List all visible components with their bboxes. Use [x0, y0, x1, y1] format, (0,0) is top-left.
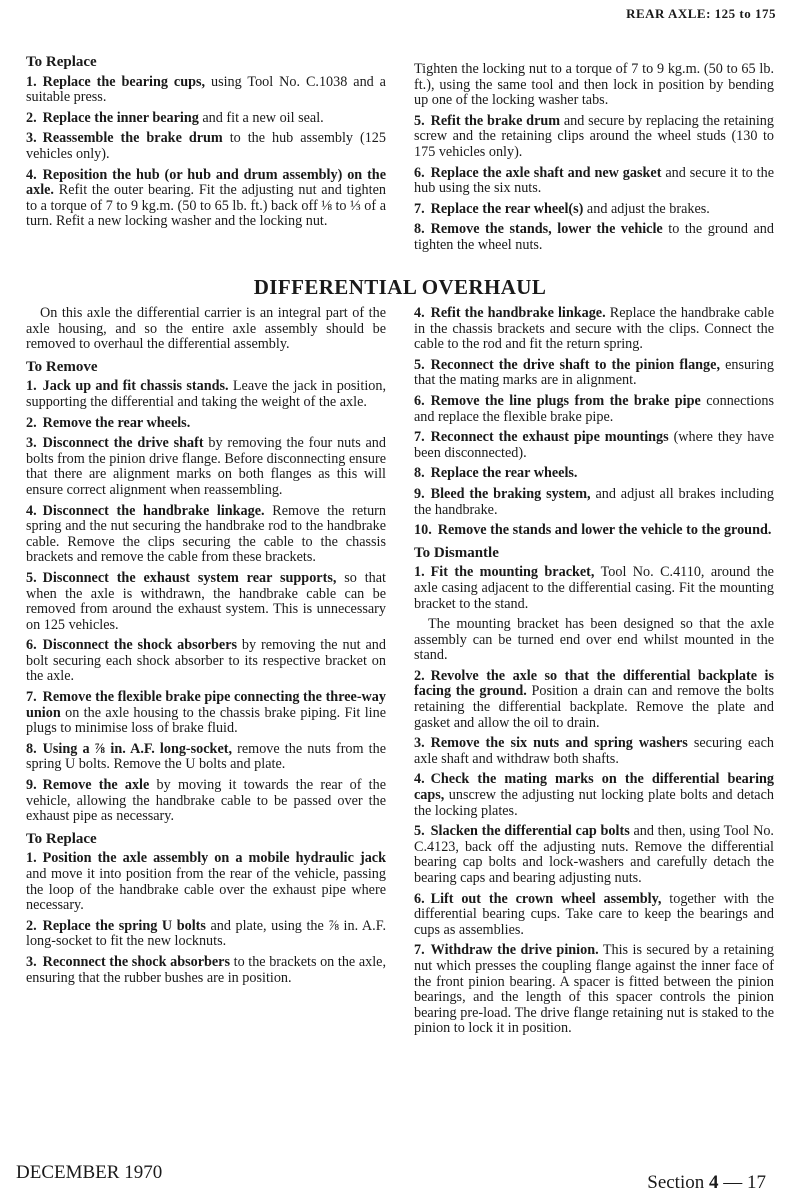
step-lead: Slacken the differential cap bolts: [430, 823, 630, 840]
hub-replace-steps-right: [414, 114, 774, 254]
step-body: connections and replace the flexible brake pipe.: [414, 392, 774, 425]
step-body: to the brackets on the axle, ensuring that the rubber bushes are in position.: [26, 953, 386, 986]
step-body: (where they have been disconnected).: [414, 429, 774, 461]
step-lead: Replace the rear wheel(s): [430, 200, 584, 217]
step-lead: Remove the axle: [42, 777, 150, 794]
intro-paragraph: On this axle the differential carrier is an integral part of the axle housing, and so the entire axle assembly should be removed to overhaul the differential assembly.: [26, 305, 386, 353]
step-number: 2.: [26, 109, 37, 126]
step-body: and fit a new oil seal.: [198, 109, 324, 126]
step-lead: Using a ⅞ in. A.F. long-socket,: [42, 740, 233, 757]
step-number: 1.: [414, 564, 425, 581]
step-item: [414, 430, 774, 461]
step-item: [26, 436, 386, 498]
step-lead: Remove the rear wheels.: [42, 414, 191, 431]
subheading-to-replace: To Replace: [26, 54, 97, 70]
step-lead: Remove the flexible brake pipe connecting the three-way union: [26, 689, 386, 721]
step-lead: Position the axle assembly on a mobile hydraulic jack: [42, 850, 386, 867]
step-number: 6.: [414, 164, 425, 181]
step-item: [26, 919, 386, 950]
step-lead: Disconnect the exhaust system rear supports,: [42, 569, 337, 586]
step-lead: Lift out the crown wheel assembly,: [430, 890, 662, 907]
step-body: to the ground and tighten the wheel nuts.: [414, 221, 774, 253]
step-lead: Revolve the axle so that the differential backplate is facing the ground.: [414, 667, 774, 700]
step-continuation: Tighten the locking nut to a torque of 7 to 9 kg.m. (50 to 65 lb. ft.), using the same tool and then lock in position by bending up one of the locking washer tabs.: [414, 61, 774, 109]
step-item: [414, 487, 774, 518]
step-number: 7.: [414, 429, 425, 446]
replace-steps-left: [26, 851, 386, 986]
step-number: 7.: [414, 200, 425, 217]
step-body: by moving it towards the rear of the vehicle, allowing the handbrake cable to be passed over the exhaust pipe as necessary.: [26, 777, 387, 825]
step-item: [26, 690, 386, 737]
step-item: [414, 466, 774, 482]
step-item: [26, 131, 386, 162]
step-lead: Refit the brake drum: [430, 112, 561, 129]
step-body: and plate, using the ⅞ in. A.F. long-socket to fit the new locknuts.: [26, 917, 386, 950]
step-number: 6.: [414, 392, 425, 409]
step-body: Replace the handbrake cable in the chassis brackets and secure with the clips. Connect the cable to the rod and fit the return spring.: [414, 305, 774, 353]
step-number: 5.: [414, 112, 425, 129]
step-body: so that when the axle is withdrawn, the handbrake cable can be removed from around the exhaust system. This is unnecessary on 125 vehicles.: [26, 569, 386, 633]
step-item: [414, 306, 774, 353]
page-separator: —: [723, 1172, 743, 1193]
step-body: and secure by replacing the retaining screw and the retaining clips around the wheel studs (130 to 175 vehicles only).: [414, 112, 774, 160]
step-lead: Disconnect the drive shaft: [42, 435, 204, 452]
replace-steps-right: [414, 306, 774, 539]
step-lead: Fit the mounting bracket,: [430, 564, 595, 581]
step-body: and adjust the brakes.: [583, 200, 710, 217]
step-number: 4.: [26, 502, 37, 519]
step-lead: Remove the stands and lower the vehicle to the ground.: [437, 522, 772, 539]
step-item: [26, 416, 386, 432]
step-item: [414, 394, 774, 425]
step-number: 3.: [26, 130, 37, 147]
dismantle-step-1: [414, 565, 774, 612]
step-item: [26, 638, 386, 685]
step-number: 5.: [26, 569, 37, 586]
step-number: 3.: [26, 953, 37, 970]
step-lead: Check the mating marks on the differential bearing caps,: [414, 771, 774, 804]
step-lead: Replace the spring U bolts: [42, 917, 206, 934]
step-lead: Reconnect the drive shaft to the pinion flange,: [430, 356, 720, 373]
step-number: 3.: [414, 735, 425, 752]
running-head: REAR AXLE: 125 to 175: [626, 6, 776, 21]
step-number: 7.: [26, 689, 37, 706]
mounting-bracket-note: The mounting bracket has been designed so that the axle assembly can be turned end over end whilst mounted in the stand.: [414, 616, 774, 664]
step-number: 2.: [26, 414, 37, 431]
step-item: [414, 824, 774, 886]
step-body: This is secured by a retaining nut which presses the coupling flange against the inner face of the front pinion bearing. A spacer is fitted between the pinion bearings, and the length of this spacer controls the pinion bearing pre-load. The drive flange retaining nut is staked to the pinion to lock it in position.: [414, 942, 774, 1037]
step-number: 8.: [414, 465, 425, 482]
step-number: 9.: [414, 485, 425, 502]
step-number: 4.: [414, 771, 425, 788]
step-body: by removing the nut and bolt securing each shock absorber to its respective bracket on the axle.: [26, 637, 386, 685]
subheading-to-dismantle: To Dismantle: [414, 544, 499, 561]
step-item: [26, 168, 386, 230]
footer-date: DECEMBER 1970: [16, 1162, 163, 1183]
step-lead: Reposition the hub (or hub and drum assembly) on the axle.: [26, 166, 386, 199]
step-lead: Reconnect the exhaust pipe mountings: [430, 429, 669, 446]
step-item: [414, 114, 774, 161]
step-body: unscrew the adjusting nut locking plate bolts and detach the locking plates.: [414, 787, 774, 819]
step-body: Refit the outer bearing. Fit the adjusting nut and tighten to a torque of 7 to 9 kg.m. (50 to 65 lb. ft.) back off ⅛ to ⅓ of a turn. Refit a new locking washer and the locking nut.: [26, 182, 386, 230]
step-body: and adjust all brakes including the handbrake.: [414, 485, 774, 518]
page-number: 17: [747, 1172, 766, 1193]
step-item: [414, 166, 774, 197]
step-body: and move it into position from the rear of the vehicle, passing the loop of the handbrake cable over the exhaust pipe where necessary.: [26, 866, 386, 914]
step-body: remove the nuts from the spring U bolts. Remove the U bolts and plate.: [26, 740, 387, 773]
step-number: 1.: [26, 850, 37, 867]
step-item: [414, 943, 774, 1037]
step-body: using Tool No. C.1038 and a suitable press.: [26, 73, 386, 106]
step-item: [26, 955, 386, 986]
step-body: and secure it to the hub using the six nuts.: [414, 164, 774, 197]
step-item: [26, 75, 386, 106]
differential-column-right: [414, 306, 774, 1042]
hub-replace-column-right: [414, 62, 774, 259]
step-number: 4.: [414, 305, 425, 321]
step-item: [26, 742, 386, 773]
hub-replace-column-left: [26, 48, 386, 235]
step-number: 8.: [414, 221, 425, 238]
step-number: 2.: [414, 667, 425, 684]
step-item: [26, 571, 386, 633]
step-item: [26, 851, 386, 913]
step-number: 6.: [414, 890, 425, 907]
step-body: and then, using Tool No. C.4123, back off the adjusting nuts. Remove the differential bearing cap bolts and lock-washers and carefully detach the bearing caps and bearing adjusting nuts.: [414, 823, 774, 886]
step-item: [414, 523, 774, 539]
step-lead: Reassemble the brake drum: [42, 130, 223, 147]
step-lead: Replace the axle shaft and new gasket: [430, 164, 662, 181]
step-item: [26, 778, 386, 825]
step-body: by removing the four nuts and bolts from the pinion drive flange. Before disconnecting ensure that there are alignment marks on both flanges as this will ensure correct alignment when reassembling.: [26, 435, 386, 498]
step-number: 10.: [414, 522, 432, 539]
step-lead: Bleed the braking system,: [430, 485, 591, 502]
step-lead: Replace the rear wheels.: [430, 465, 578, 482]
step-lead: Remove the stands, lower the vehicle: [430, 221, 663, 238]
step-item: [414, 669, 774, 731]
step-number: 4.: [26, 166, 37, 183]
step-item: [414, 222, 774, 253]
step-body: ensuring that the mating marks are in alignment.: [414, 356, 774, 389]
section-label: Section: [647, 1172, 705, 1193]
step-lead: Disconnect the shock absorbers: [42, 637, 238, 654]
step-number: 5.: [414, 356, 425, 373]
step-body: securing each axle shaft and withdraw both shafts.: [414, 735, 774, 767]
step-number: 6.: [26, 637, 37, 654]
step-lead: Disconnect the handbrake linkage.: [42, 502, 265, 519]
step-lead: Withdraw the drive pinion.: [430, 942, 599, 959]
section-title: DIFFERENTIAL OVERHAUL: [253, 275, 547, 299]
subheading-to-replace-axle: To Replace: [26, 830, 97, 847]
step-item: [414, 892, 774, 939]
step-lead: Reconnect the shock absorbers: [42, 953, 231, 970]
step-body: Position a drain can and remove the bolts retaining the differential backplate. Remove the plate and gasket and allow the oil to drain.: [414, 683, 774, 731]
step-lead: Remove the line plugs from the brake pipe: [430, 392, 701, 409]
step-body: Remove the return spring and the nut securing the handbrake rod to the handbrake cable. Remove the clips securing the cable to the chassis brackets and remove the cable from these brackets.: [26, 502, 386, 566]
step-item: [26, 504, 386, 566]
section-number: 4: [709, 1172, 719, 1193]
step-lead: Jack up and fit chassis stands.: [42, 378, 229, 395]
step-item: [26, 379, 386, 410]
step-number: 3.: [26, 435, 37, 452]
step-number: 7.: [414, 942, 425, 959]
step-body: on the axle housing to the chassis brake piping. Fit line plugs to minimise loss of brake fluid.: [26, 704, 386, 737]
step-body: Leave the jack in position, supporting the differential and taking the weight of the axle.: [26, 378, 386, 410]
step-number: 9.: [26, 777, 37, 794]
step-lead: Remove the six nuts and spring washers: [430, 735, 688, 752]
step-item: [414, 736, 774, 767]
footer-page-ref: [647, 1172, 766, 1194]
hub-replace-steps: [26, 75, 386, 230]
step-body: together with the differential bearing cups. Take care to keep the bearings and cups as assemblies.: [414, 890, 775, 938]
step-body: to the hub assembly (125 vehicles only).: [26, 130, 386, 162]
step-lead: Refit the handbrake linkage.: [430, 305, 606, 321]
dismantle-steps: [414, 669, 774, 1037]
step-body: Tool No. C.4110, around the axle casing adjacent to the differential casing. Fit the mounting bracket to the stand.: [414, 564, 774, 612]
step-number: 1.: [26, 73, 37, 90]
remove-steps: [26, 379, 386, 824]
step-lead: Replace the inner bearing: [42, 109, 199, 126]
step-number: 2.: [26, 917, 37, 934]
step-item: [414, 358, 774, 389]
step-item: [414, 772, 774, 819]
step-number: 5.: [414, 823, 425, 840]
step-number: 8.: [26, 740, 37, 757]
step-number: 1.: [26, 378, 37, 395]
step-lead: Replace the bearing cups,: [42, 73, 206, 90]
step-item: [414, 202, 774, 218]
step-item: [26, 111, 386, 127]
subheading-to-remove: To Remove: [26, 358, 98, 375]
differential-column-left: [26, 306, 386, 991]
